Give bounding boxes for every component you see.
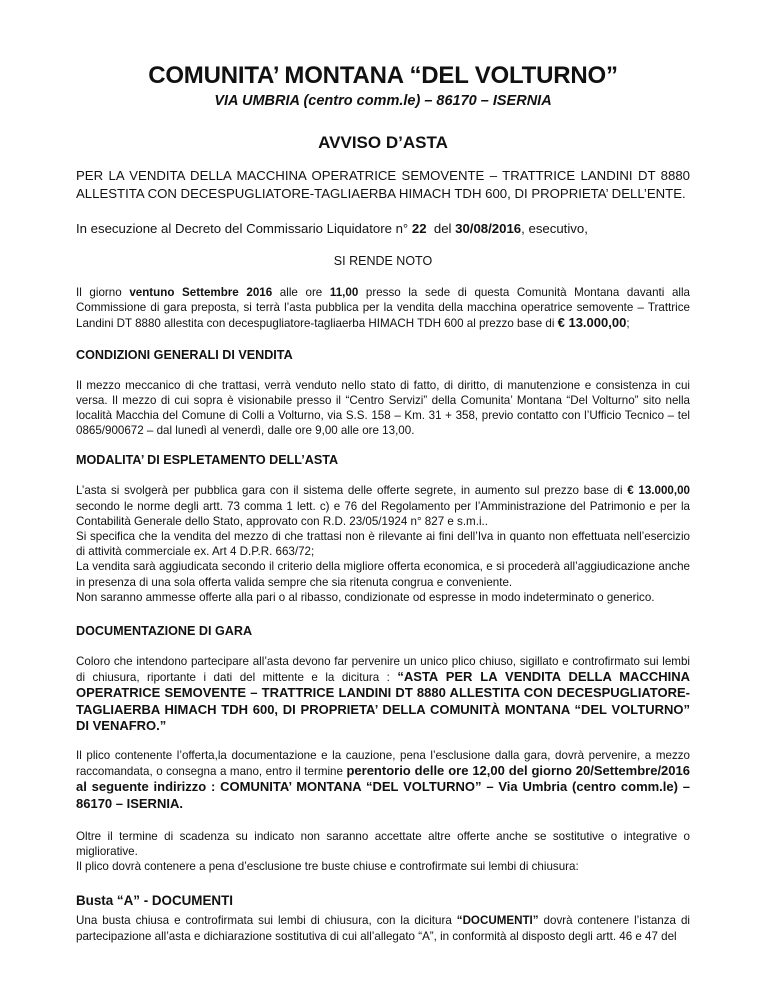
org-title: COMUNITA’ MONTANA “DEL VOLTURNO” [148, 62, 618, 89]
section-heading-conditions: CONDIZIONI GENERALI DI VENDITA [76, 347, 293, 362]
auction-date-paragraph: Il giorno ventuno Settembre 2016 alle ore 11,00 presso la sede di questa Comunità Montana davanti alla Commissione di gara preposta, si terrà l’asta pubblica per la vendita della macchina operatrice semovente – Trattrice Landini DT 8880 allestita con decespugliatore-tagliaerba HIMACH TDH 600 al prezzo base di € 13.000,00; [76, 286, 690, 331]
notice-title: AVVISO D’ASTA [318, 133, 448, 152]
busta-a-text: Una busta chiusa e controfirmata sui lembi di chiusura, con la dicitura “DOCUMENTI” dovrà contenere l’istanza di partecipazione all’asta e dichiarazione sostitutiva di cui all’allegato “A”, in conformità al disposto degli artt. 46 e 47 del [76, 914, 690, 943]
modalities-exclusions: Non saranno ammesse offerte alla pari o al ribasso, condizionate od espresse in modo indeterminato o generico. [76, 590, 655, 604]
section-heading-documentation: DOCUMENTAZIONE DI GARA [76, 624, 253, 639]
documentation-envelope: Coloro che intendono partecipare all’asta devono far pervenire un unico plico chiuso, sigillato e controfirmato sui lembi di chiusura, riportante i dati del mittente e la dicitura : “ASTA PER LA VENDITA DELLA MACCHINA OPERATRICE SEMOVENTE – TRATTRICE LANDINI DT 8880 ALLESTITA CON DECESPUGLIATORE-TAGLIAERBA HIMACH TDH 600, DI PROPRIETA’ DELLA COMUNITÀ MONTANA “DEL VOLTURNO” DI VENAFRO.” [76, 655, 690, 733]
decree-line: In esecuzione al Decreto del Commissario Liquidatore n° 22 del 30/08/2016, esecutivo, [76, 221, 588, 236]
documentation-late-offers: Oltre il termine di scadenza su indicato non saranno accettate altre offerte anche se sostitutive o integrative o migliorative. [76, 829, 690, 859]
conditions-text: Il mezzo meccanico di che trattasi, verrà venduto nello stato di fatto, di diritto, di manutenzione e consistenza in cui versa. Il mezzo di cui sopra è visionabile presso il “Centro Servizi” della Comunita’ Montana “Del Volturno” sito nella località Macchia del Comune di Colli a Volturno, via S.S. 158 – Km. 31 + 358, previo contatto con l’Ufficio Tecnico – tel 0865/900672 – dal lunedì al venerdì, dalle ore 9,00 alle ore 13,00. [76, 378, 690, 438]
documentation-deadline: Il plico contenente l’offerta,la documentazione e la cauzione, pena l’esclusione dalla gara, dovrà pervenire, a mezzo raccomandata, o consegna a mano, entro il termine perentorio delle ore 12,00 del giorno 20/Settembre/2016 al seguente indirizzo : COMUNITA’ MONTANA “DEL VOLTURNO” – Via Umbria (centro comm.le) – 86170 – ISERNIA. [76, 749, 690, 811]
documentation-envelopes: Il plico dovrà contenere a pena d’esclusione tre buste chiuse e controfirmate sui lembi di chiusura: [76, 860, 579, 874]
section-heading-modalities: MODALITA’ DI ESPLETAMENTO DELL’ASTA [76, 453, 339, 468]
busta-a-heading: Busta “A” - DOCUMENTI [76, 893, 233, 909]
modalities-paragraph: L’asta si svolgerà per pubblica gara con il sistema delle offerte segrete, in aumento sul prezzo base di € 13.000,00 secondo le norme degli artt. 73 comma 1 lett. c) e 76 del Regolamento per l’Amministrazione del Patrimonio e per la Contabilità Generale dello Stato, approvato con R.D. 23/05/1924 n° 827 e s.m.i.. [76, 484, 690, 528]
org-address: VIA UMBRIA (centro comm.le) – 86170 – ISERNIA [214, 93, 552, 109]
notice-subject: PER LA VENDITA DELLA MACCHINA OPERATRICE SEMOVENTE – TRATTRICE LANDINI DT 8880 ALLESTITA CON DECESPUGLIATORE-TAGLIAERBA HIMACH TDH 600, DI PROPRIETA’ DELL’ENTE. [76, 168, 690, 201]
modalities-award: La vendita sarà aggiudicata secondo il criterio della migliore offerta economica, e si procederà all’aggiudicazione anche in presenza di una sola offerta valida sempre che sia ritenuta congrua e conveniente. [76, 560, 690, 589]
modalities-iva: Si specifica che la vendita del mezzo di che trattasi non è rilevante ai fini dell’Iva in quanto non effettuata nell’esercizio di attività commerciale ex. Art 4 D.P.R. 663/72; [76, 530, 690, 559]
rende-noto: SI RENDE NOTO [333, 254, 433, 268]
